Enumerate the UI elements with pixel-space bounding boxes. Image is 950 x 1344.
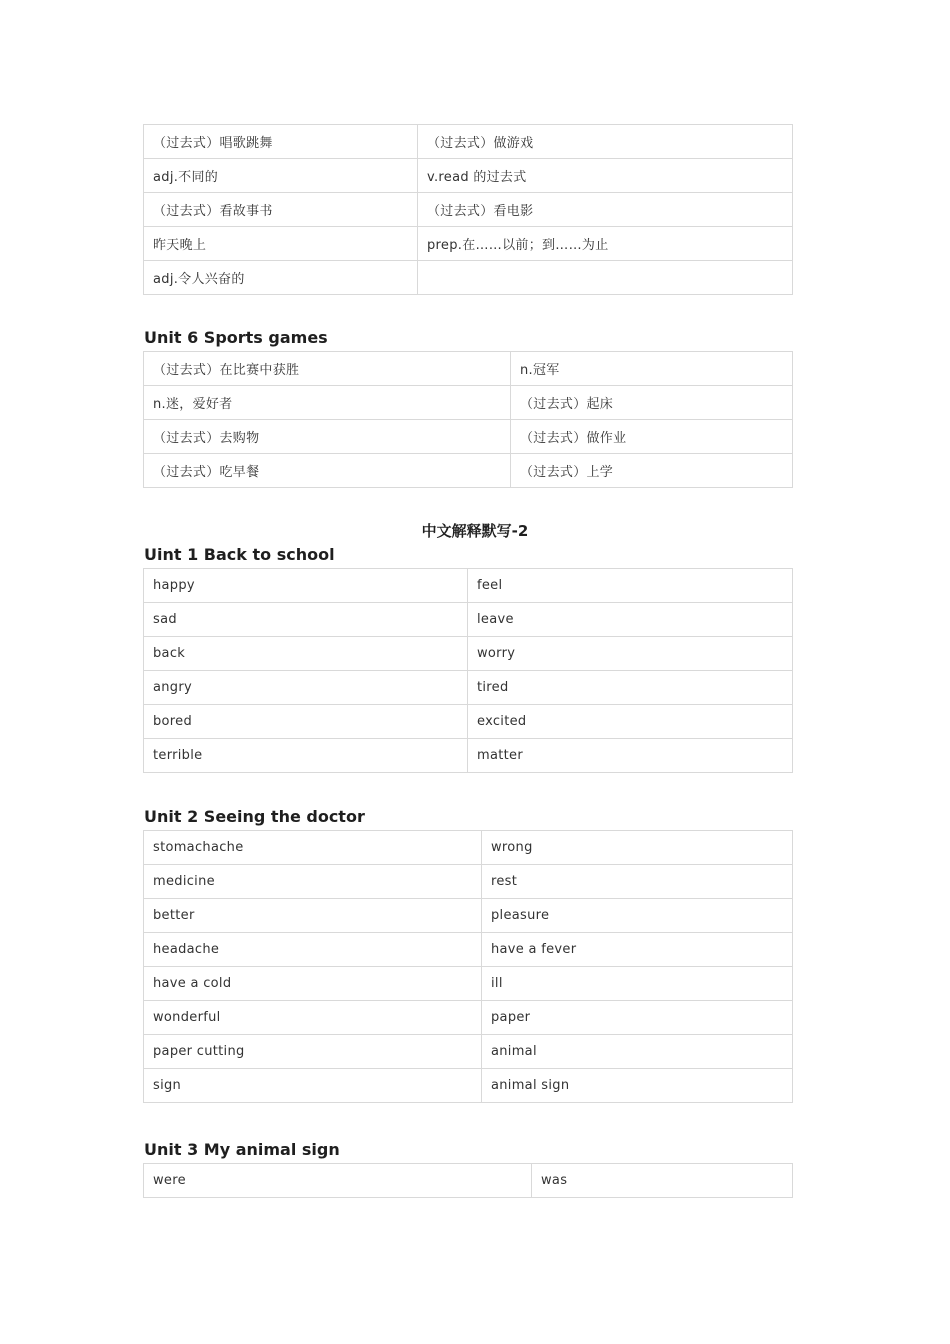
table-cell-right: wrong bbox=[482, 831, 793, 865]
table-row bbox=[144, 831, 793, 865]
table-row bbox=[144, 865, 793, 899]
table-row bbox=[144, 261, 793, 295]
table-row bbox=[144, 569, 793, 603]
table-cell-right: was bbox=[532, 1164, 793, 1198]
table-cell-right: ill bbox=[482, 967, 793, 1001]
table-row bbox=[144, 454, 793, 488]
table-cell-left: terrible bbox=[144, 739, 468, 773]
table-cell-right: pleasure bbox=[482, 899, 793, 933]
unit-6-table-wrap bbox=[143, 351, 792, 488]
table-cell-right: feel bbox=[468, 569, 793, 603]
unit-2-table-wrap bbox=[143, 830, 792, 1103]
table-cell-left: adj.不同的 bbox=[144, 159, 418, 193]
table-row bbox=[144, 933, 793, 967]
table-cell-right: prep.在……以前；到……为止 bbox=[418, 227, 793, 261]
table-row bbox=[144, 705, 793, 739]
table-row bbox=[144, 1164, 793, 1198]
table-cell-right: tired bbox=[468, 671, 793, 705]
vocab-table-continued bbox=[143, 124, 792, 295]
table-cell-left: n.迷，爱好者 bbox=[144, 386, 511, 420]
unit-6-table bbox=[143, 351, 793, 488]
table-cell-left: have a cold bbox=[144, 967, 482, 1001]
table-row bbox=[144, 739, 793, 773]
table-cell-right: n.冠军 bbox=[511, 352, 793, 386]
table-row bbox=[144, 352, 793, 386]
table-row bbox=[144, 637, 793, 671]
table-row bbox=[144, 671, 793, 705]
table-cell-right: rest bbox=[482, 865, 793, 899]
unit-1-table-wrap bbox=[143, 568, 792, 773]
table-row bbox=[144, 386, 793, 420]
table-row bbox=[144, 125, 793, 159]
table-cell-right: v.read 的过去式 bbox=[418, 159, 793, 193]
table-cell-right: matter bbox=[468, 739, 793, 773]
table-row bbox=[144, 1001, 793, 1035]
table-cell-left: （过去式）去购物 bbox=[144, 420, 511, 454]
table-cell-left: 昨天晚上 bbox=[144, 227, 418, 261]
table-cell-left: wonderful bbox=[144, 1001, 482, 1035]
table-cell-right: （过去式）做游戏 bbox=[418, 125, 793, 159]
table-row bbox=[144, 420, 793, 454]
table-cell-right: animal bbox=[482, 1035, 793, 1069]
table-cell-left: medicine bbox=[144, 865, 482, 899]
table-cell-left: sad bbox=[144, 603, 468, 637]
table-cell-left: were bbox=[144, 1164, 532, 1198]
table-cell-left: happy bbox=[144, 569, 468, 603]
table-cell-left: angry bbox=[144, 671, 468, 705]
table-row bbox=[144, 193, 793, 227]
table-cell-right: （过去式）起床 bbox=[511, 386, 793, 420]
table-cell-left: （过去式）吃早餐 bbox=[144, 454, 511, 488]
table-row bbox=[144, 603, 793, 637]
table-cell-right: leave bbox=[468, 603, 793, 637]
table-row bbox=[144, 967, 793, 1001]
table-cell-left: adj.令人兴奋的 bbox=[144, 261, 418, 295]
table-cell-right: excited bbox=[468, 705, 793, 739]
table-cell-left: （过去式）唱歌跳舞 bbox=[144, 125, 418, 159]
table-cell-right: （过去式）上学 bbox=[511, 454, 793, 488]
table-cell-left: paper cutting bbox=[144, 1035, 482, 1069]
table-cell-right: paper bbox=[482, 1001, 793, 1035]
table-cell-right: have a fever bbox=[482, 933, 793, 967]
unit-6-heading: Unit 6 Sports games bbox=[144, 328, 328, 347]
section-title: 中文解释默写-2 bbox=[421, 522, 529, 540]
unit-3-heading: Unit 3 My animal sign bbox=[144, 1140, 340, 1159]
vocab-table bbox=[143, 124, 793, 295]
table-cell-left: better bbox=[144, 899, 482, 933]
table-row bbox=[144, 1035, 793, 1069]
table-row bbox=[144, 227, 793, 261]
table-cell-right bbox=[418, 261, 793, 295]
table-cell-left: （过去式）看故事书 bbox=[144, 193, 418, 227]
unit-1-heading: Uint 1 Back to school bbox=[144, 545, 335, 564]
unit-3-table-wrap bbox=[143, 1163, 792, 1198]
table-cell-left: sign bbox=[144, 1069, 482, 1103]
table-cell-right: （过去式）看电影 bbox=[418, 193, 793, 227]
table-cell-left: （过去式）在比赛中获胜 bbox=[144, 352, 511, 386]
table-cell-left: stomachache bbox=[144, 831, 482, 865]
unit-3-table bbox=[143, 1163, 793, 1198]
table-cell-right: （过去式）做作业 bbox=[511, 420, 793, 454]
table-cell-right: worry bbox=[468, 637, 793, 671]
table-row bbox=[144, 1069, 793, 1103]
unit-2-heading: Unit 2 Seeing the doctor bbox=[144, 807, 365, 826]
table-cell-left: headache bbox=[144, 933, 482, 967]
unit-2-table bbox=[143, 830, 793, 1103]
table-cell-left: back bbox=[144, 637, 468, 671]
table-cell-right: animal sign bbox=[482, 1069, 793, 1103]
table-cell-left: bored bbox=[144, 705, 468, 739]
table-row bbox=[144, 159, 793, 193]
unit-1-table bbox=[143, 568, 793, 773]
table-row bbox=[144, 899, 793, 933]
